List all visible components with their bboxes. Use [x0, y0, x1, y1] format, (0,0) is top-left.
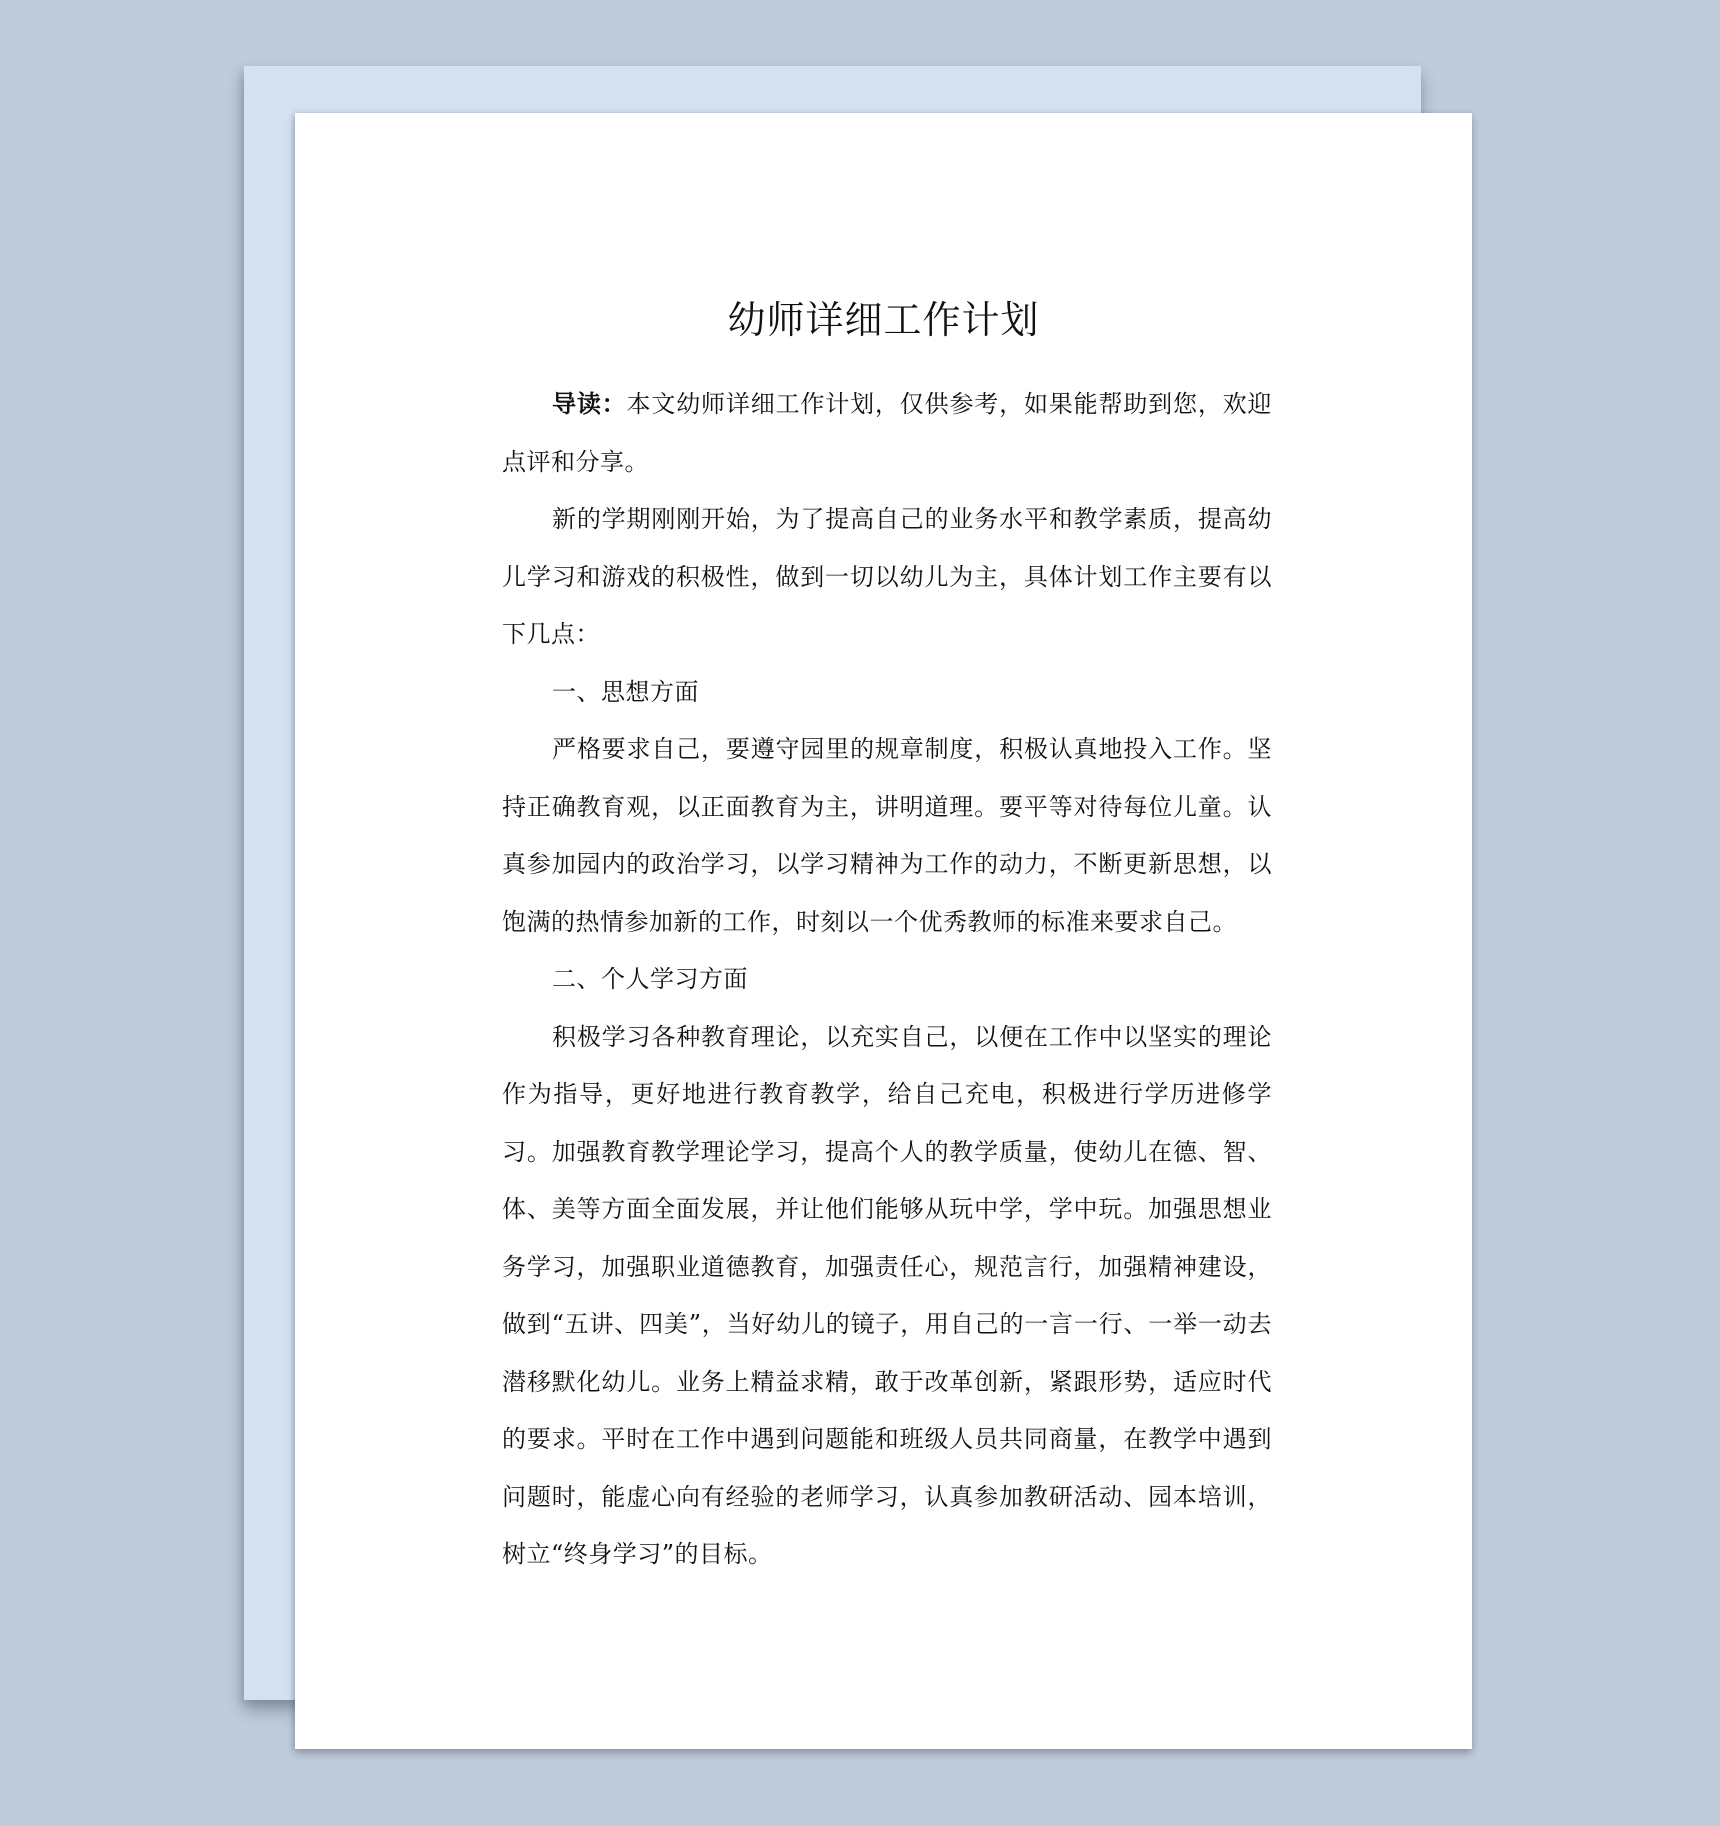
intro-label: 导读：: [552, 389, 627, 418]
intro-text: 本文幼师详细工作计划，仅供参考，如果能帮助到您，欢迎点评和分享。: [502, 390, 1273, 476]
intro-paragraph: [502, 375, 1272, 491]
paragraph-ideology: 严格要求自己，要遵守园里的规章制度，积极认真地投入工作。坚持正确教育观，以正面教育为主，讲明道理。要平等对待每位儿童。认真参加园内的政治学习，以学习精神为工作的动力，不断更新思想，以饱满的热情参加新的工作，时刻以一个优秀教师的标准来要求自己。: [502, 735, 1272, 936]
section-heading-personal-study: 二、个人学习方面: [552, 965, 748, 993]
paragraph-opening: 新的学期刚刚开始，为了提高自己的业务水平和教学素质，提高幼儿学习和游戏的积极性，做到一切以幼儿为主，具体计划工作主要有以下几点：: [502, 505, 1272, 648]
document-body: [502, 375, 1272, 1584]
document-title: 幼师详细工作计划: [727, 298, 1040, 342]
section-heading-ideology: 一、思想方面: [552, 677, 699, 706]
paragraph-personal-study: 积极学习各种教育理论，以充实自己，以便在工作中以坚实的理论作为指导，更好地进行教育教学，给自己充电，积极进行学历进修学习。加强教育教学理论学习，提高个人的教学质量，使幼儿在德、智、体、美等方面全面发展，并让他们能够从玩中学，学中玩。加强思想业务学习，加强职业道德教育，加强责任心，规范言行，加强精神建设，做到“五讲、四美”，当好幼儿的镜子，用自己的一言一行、一举一动去潜移默化幼儿。业务上精益求精，敢于改革创新，紧跟形势，适应时代的要求。平时在工作中遇到问题能和班级人员共同商量，在教学中遇到问题时，能虚心向有经验的老师学习，认真参加教研活动、园本培训，树立“终身学习”的目标。: [502, 1022, 1272, 1568]
document-page: [295, 113, 1472, 1749]
